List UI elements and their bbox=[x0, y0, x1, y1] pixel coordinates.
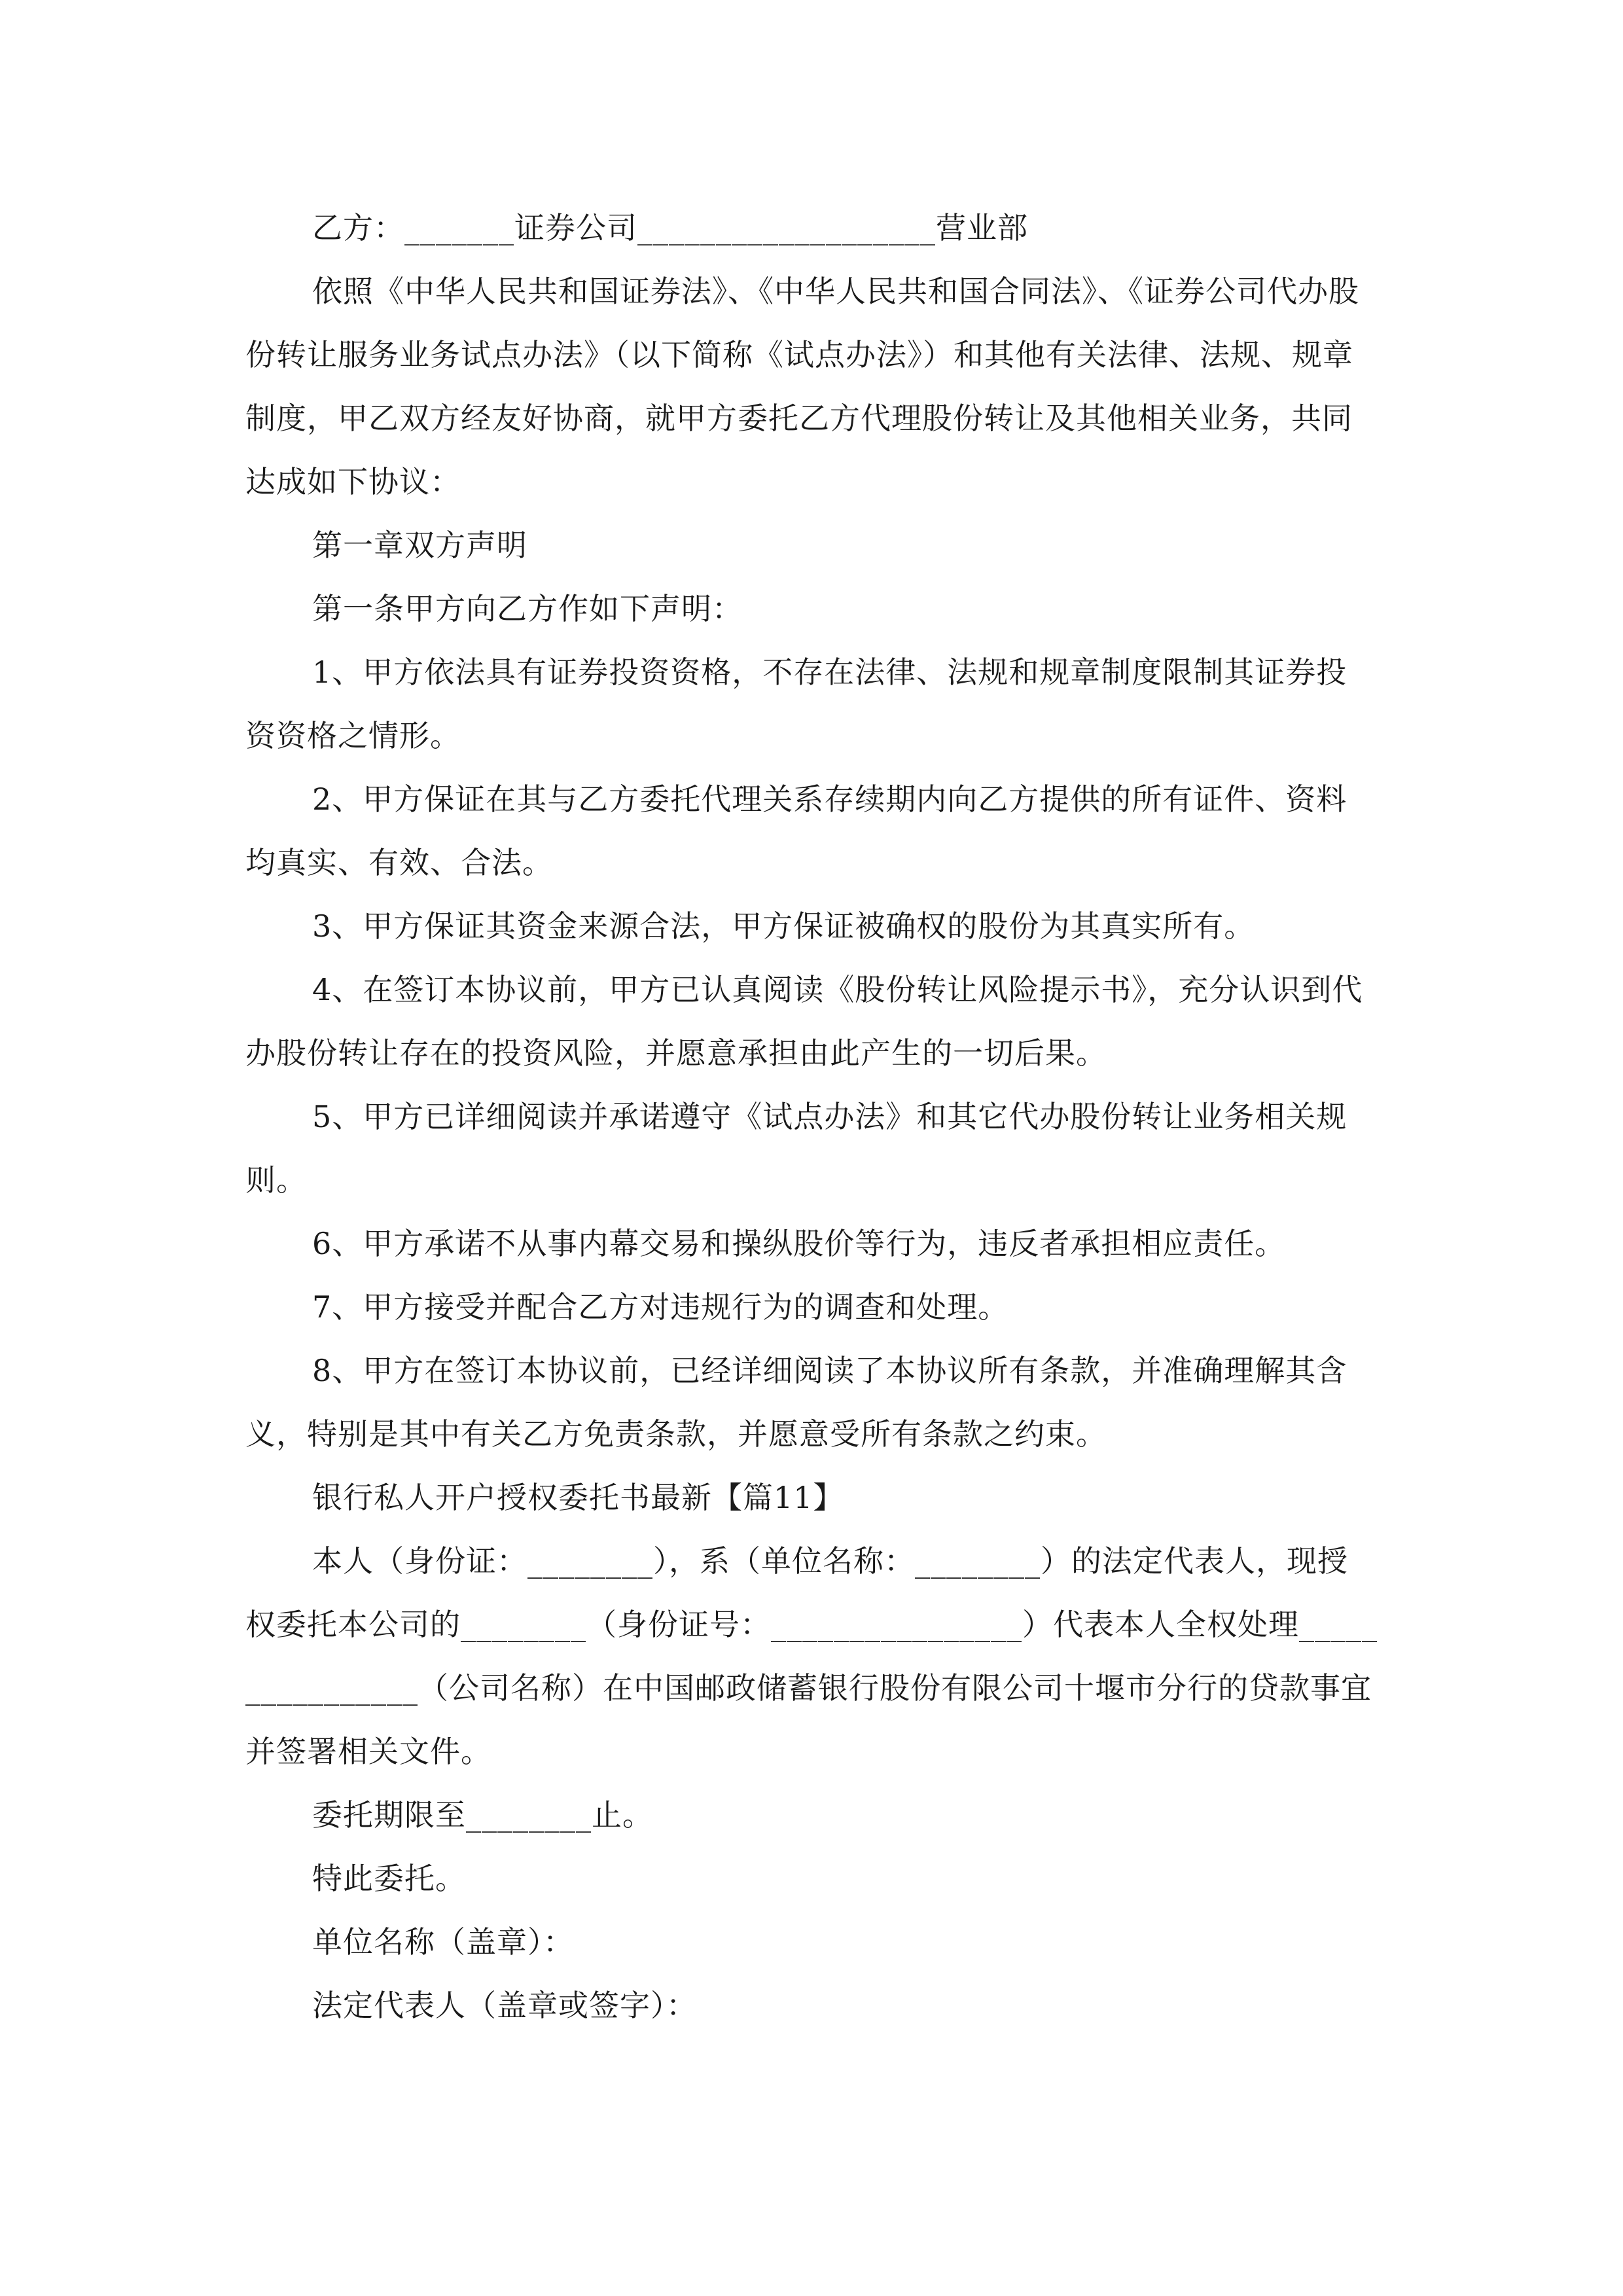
clause-6: 6、甲方承诺不从事内幕交易和操纵股价等行为，违反者承担相应责任。 bbox=[312, 1226, 1286, 1261]
clause-5: 5、甲方已详细阅读并承诺遵守《试点办法》和其它代办股份转让业务相关规则。 bbox=[245, 1099, 1347, 1198]
party-b-line: 乙方：_______证券公司___________________营业部 bbox=[312, 210, 1028, 245]
section-title: 银行私人开户授权委托书最新【篇11】 bbox=[312, 1480, 844, 1515]
company-seal-line: 单位名称（盖章）： bbox=[312, 1924, 574, 1960]
legal-rep-signature-line: 法定代表人（盖章或签字）： bbox=[312, 1988, 697, 2023]
article-heading: 第一条甲方向乙方作如下声明： bbox=[312, 591, 743, 626]
authorization-paragraph: 本人（身份证：________），系（单位名称：________）的法定代表人，现授权委托本公司的________（身份证号：________________）代表本人全权处理________________（公司名称）在中国邮政储蓄银行股份有限公司十堰市分行的贷款事宜并签署相关文件。 bbox=[245, 1543, 1378, 1769]
clause-2: 2、甲方保证在其与乙方委托代理关系存续期内向乙方提供的所有证件、资料均真实、有效、合法。 bbox=[245, 781, 1347, 880]
closing-line: 特此委托。 bbox=[312, 1861, 466, 1896]
clause-3: 3、甲方保证其资金来源合法，甲方保证被确权的股份为其真实所有。 bbox=[312, 908, 1255, 944]
document-body bbox=[245, 196, 1378, 2037]
preamble-paragraph: 依照《中华人民共和国证券法》、《中华人民共和国合同法》、《证券公司代办股份转让服务业务试点办法》（以下简称《试点办法》）和其他有关法律、法规、规章制度，甲乙双方经友好协商，就甲方委托乙方代理股份转让及其他相关业务，共同达成如下协议： bbox=[245, 274, 1359, 499]
clause-8: 8、甲方在签订本协议前，已经详细阅读了本协议所有条款，并准确理解其含义，特别是其中有关乙方免责条款，并愿意受所有条款之约束。 bbox=[245, 1353, 1347, 1452]
chapter-heading: 第一章双方声明 bbox=[312, 528, 527, 563]
clause-7: 7、甲方接受并配合乙方对违规行为的调查和处理。 bbox=[312, 1289, 1009, 1325]
clause-4: 4、在签订本协议前，甲方已认真阅读《股份转让风险提示书》，充分认识到代办股份转让存在的投资风险，并愿意承担由此产生的一切后果。 bbox=[245, 972, 1363, 1071]
clause-1: 1、甲方依法具有证券投资资格，不存在法律、法规和规章制度限制其证券投资资格之情形。 bbox=[245, 655, 1347, 753]
term-line: 委托期限至________止。 bbox=[312, 1797, 653, 1833]
